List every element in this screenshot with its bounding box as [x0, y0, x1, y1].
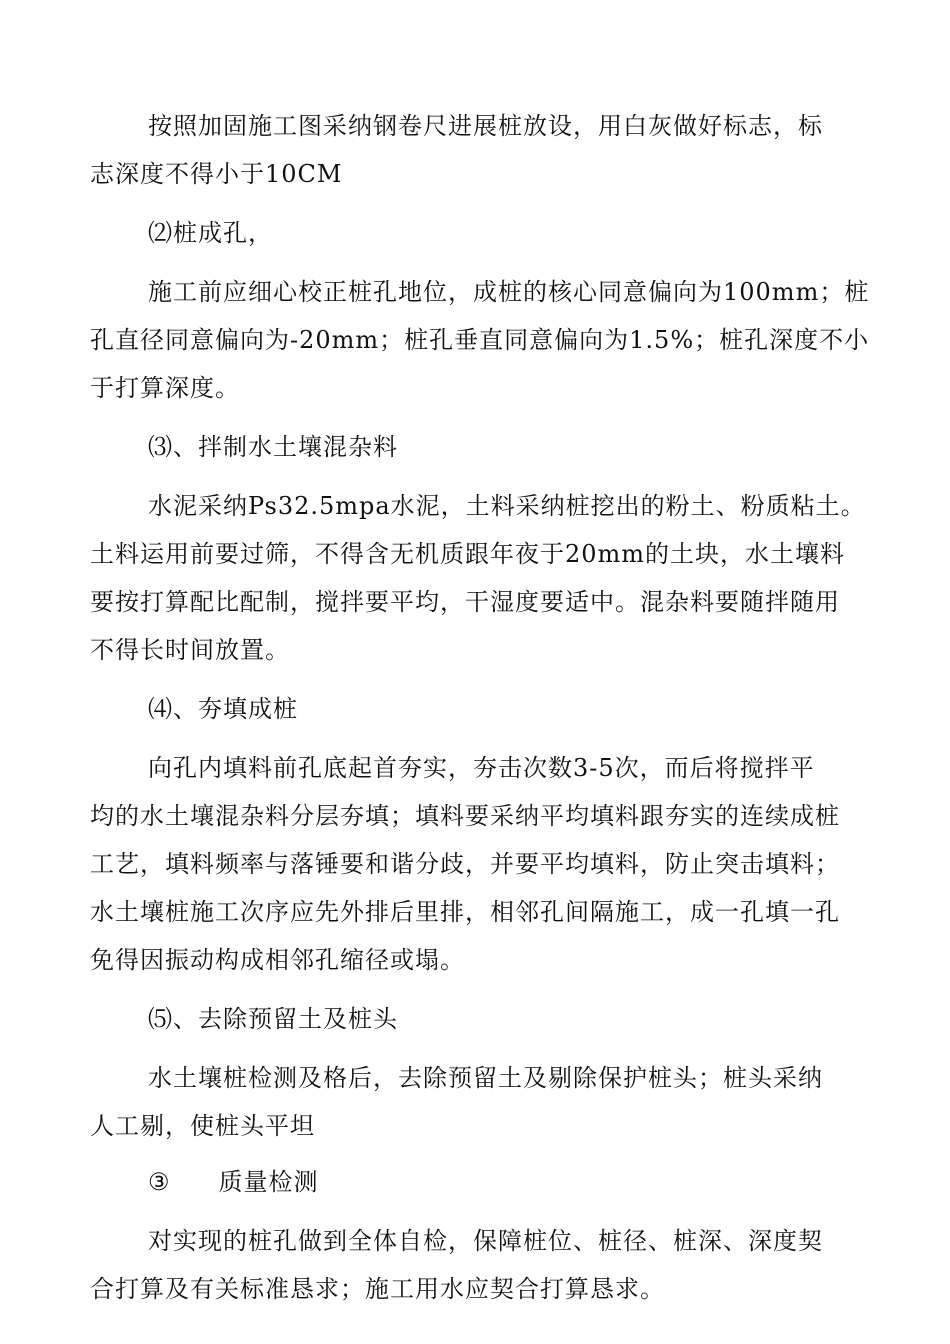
paragraph-line: 免得因振动构成相邻孔缩径或塌。: [90, 946, 465, 974]
paragraph-line: 水土壤桩施工次序应先外排后里排，相邻孔间隔施工，成一孔填一孔: [90, 898, 840, 926]
circled-number-marker: ③: [148, 1168, 171, 1196]
quality-heading-label: 质量检测: [218, 1168, 319, 1196]
document-body: [90, 102, 870, 1313]
paragraph-line: 志深度不得小于10CM: [90, 160, 343, 188]
paragraph-line: 水泥采纳Ps32.5mpa水泥，土料采纳桩挖出的粉土、粉质粘土。: [148, 492, 866, 520]
paragraph-line: 要按打算配比配制，搅拌要平均，干湿度要适中。混杂料要随拌随用: [90, 588, 840, 616]
section-heading: ⑵桩成孔，: [148, 219, 273, 247]
paragraph-line: 施工前应细心校正桩孔地位，成桩的核心同意偏向为100mm；桩: [148, 278, 870, 306]
paragraph-line: 孔直径同意偏向为-20mm；桩孔垂直同意偏向为1.5%；桩孔深度不小: [90, 326, 870, 354]
section-heading: ⑶、拌制水土壤混杂料: [148, 433, 398, 461]
paragraph-line: 土料运用前要过筛，不得含无机质跟年夜于20mm的土块，水土壤料: [90, 540, 846, 568]
paragraph-line: 工艺，填料频率与落锤要和谐分歧，并要平均填料，防止突击填料；: [90, 850, 840, 878]
section-heading: ⑷、夯填成桩: [148, 695, 298, 723]
paragraph-line: 按照加固施工图采纳钢卷尺进展桩放设，用白灰做好标志，标: [148, 112, 823, 140]
paragraph-line: 人工剔，使桩头平坦: [90, 1112, 315, 1140]
paragraph-line: 于打算深度。: [90, 374, 240, 402]
paragraph-line: 向孔内填料前孔底起首夯实，夯击次数3-5次，而后将搅拌平: [148, 754, 815, 782]
quality-heading: [90, 1158, 870, 1206]
paragraph-line: 不得长时间放置。: [90, 636, 290, 664]
paragraph-line: 水土壤桩检测及格后，去除预留土及剔除保护桩头；桩头采纳: [148, 1064, 823, 1092]
paragraph-line: 均的水土壤混杂料分层夯填；填料要采纳平均填料跟夯实的连续成桩: [90, 802, 840, 830]
paragraph-line: 对实现的桩孔做到全体自检，保障桩位、桩径、桩深、深度契: [148, 1227, 823, 1255]
paragraph-line: 合打算及有关标准恳求；施工用水应契合打算恳求。: [90, 1275, 665, 1303]
section-heading: ⑸、去除预留土及桩头: [148, 1005, 398, 1033]
